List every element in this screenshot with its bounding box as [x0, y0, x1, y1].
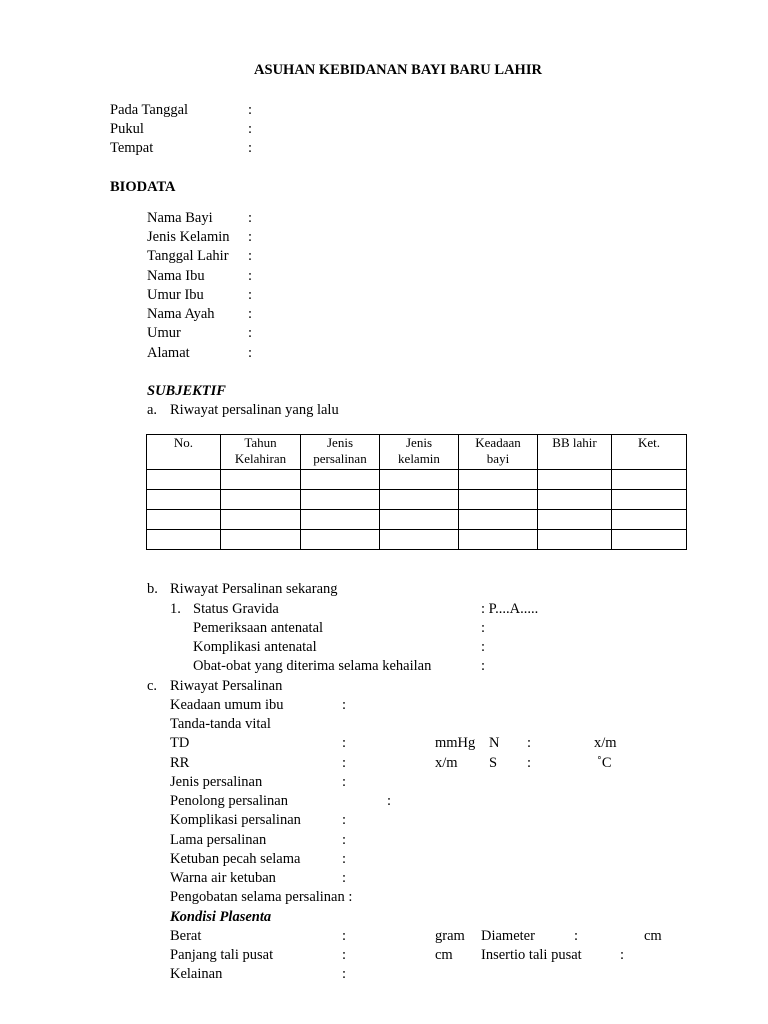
table-cell	[301, 490, 380, 510]
kelainan-label: Kelainan	[170, 966, 223, 982]
penolong-persalinan-label: Penolong persalinan	[170, 793, 288, 809]
table-cell	[147, 490, 221, 510]
colon: :	[481, 620, 486, 636]
warna-air-ketuban-label: Warna air ketuban	[170, 870, 276, 886]
colon: :	[481, 639, 486, 655]
table-header-bb-lahir: BB lahir	[538, 435, 612, 470]
biodata-alamat: Alamat	[147, 345, 190, 361]
colon: :	[248, 121, 253, 137]
insertio-tali-pusat-label: Insertio tali pusat	[481, 947, 582, 963]
jenis-persalinan-label: Jenis persalinan	[170, 774, 263, 790]
table-header-jenis-kelamin: Jenis kelamin	[380, 435, 459, 470]
table-cell	[459, 490, 538, 510]
colon: :	[248, 306, 253, 322]
colon: :	[248, 210, 253, 226]
s-label: S	[489, 755, 498, 771]
colon: :	[342, 966, 347, 982]
pengobatan-label: Pengobatan selama persalinan :	[170, 889, 353, 905]
colon: :	[342, 870, 347, 886]
panjang-tali-pusat-label: Panjang tali pusat	[170, 947, 274, 963]
section-c-label: Riwayat Persalinan	[170, 678, 283, 694]
colon: :	[387, 793, 392, 809]
ketuban-pecah-label: Ketuban pecah selama	[170, 851, 301, 867]
biodata-nama-bayi: Nama Bayi	[147, 210, 213, 226]
colon: :	[342, 755, 347, 771]
colon: :	[574, 928, 579, 944]
table-cell	[147, 530, 221, 550]
colon: :	[620, 947, 625, 963]
kondisi-plasenta-heading: Kondisi Plasenta	[170, 909, 272, 925]
document-title: ASUHAN KEBIDANAN BAYI BARU LAHIR	[254, 62, 542, 78]
colon: :	[248, 268, 253, 284]
list-marker-c: c.	[147, 678, 158, 694]
table-cell	[612, 470, 687, 490]
section-b-label: Riwayat Persalinan sekarang	[170, 581, 338, 597]
td-label: TD	[170, 735, 190, 751]
biodata-umur-ibu: Umur Ibu	[147, 287, 204, 303]
table-cell	[459, 470, 538, 490]
list-number-1: 1.	[170, 601, 181, 617]
table-header-tahun-kelahiran: Tahun Kelahiran	[221, 435, 301, 470]
b-item-status-gravida-value: : P....A.....	[481, 601, 539, 617]
table-cell	[459, 530, 538, 550]
table-cell	[301, 510, 380, 530]
n-unit: x/m	[594, 735, 617, 751]
table-cell	[538, 470, 612, 490]
table-cell	[221, 490, 301, 510]
biodata-nama-ayah: Nama Ayah	[147, 306, 215, 322]
riwayat-persalinan-table	[146, 434, 687, 550]
berat-label: Berat	[170, 928, 202, 944]
b-item-pemeriksaan: Pemeriksaan antenatal	[193, 620, 324, 636]
table-cell	[301, 530, 380, 550]
table-cell	[538, 510, 612, 530]
colon: :	[248, 287, 253, 303]
n-label: N	[489, 735, 500, 751]
biodata-heading: BIODATA	[110, 179, 176, 195]
table-cell	[147, 470, 221, 490]
tanda-vital-label: Tanda-tanda vital	[170, 716, 271, 732]
colon: :	[481, 658, 486, 674]
komplikasi-persalinan-label: Komplikasi persalinan	[170, 812, 301, 828]
table-header-jenis-persalinan: Jenis persalinan	[301, 435, 380, 470]
table-cell	[147, 510, 221, 530]
table-cell	[538, 490, 612, 510]
table-cell	[380, 530, 459, 550]
table-cell	[380, 510, 459, 530]
colon: :	[342, 832, 347, 848]
keadaan-umum-label: Keadaan umum ibu	[170, 697, 284, 713]
table-cell	[221, 470, 301, 490]
table-cell	[459, 510, 538, 530]
b-item-komplikasi: Komplikasi antenatal	[193, 639, 317, 655]
colon: :	[248, 140, 253, 156]
td-unit: mmHg	[435, 735, 476, 751]
biodata-jenis-kelamin: Jenis Kelamin	[147, 229, 230, 245]
table-header-keadaan-bayi: Keadaan bayi	[459, 435, 538, 470]
table-cell	[612, 510, 687, 530]
table-cell	[380, 470, 459, 490]
b-item-obat: Obat-obat yang diterima selama kehailan	[193, 658, 432, 674]
colon: :	[342, 928, 347, 944]
colon: :	[342, 735, 347, 751]
field-label-tempat: Tempat	[110, 140, 154, 156]
colon: :	[527, 735, 532, 751]
biodata-umur: Umur	[147, 325, 181, 341]
colon: :	[248, 229, 253, 245]
table-cell	[380, 490, 459, 510]
diameter-label: Diameter	[481, 928, 535, 944]
lama-persalinan-label: Lama persalinan	[170, 832, 267, 848]
colon: :	[342, 947, 347, 963]
colon: :	[342, 851, 347, 867]
colon: :	[248, 102, 253, 118]
section-a-label: Riwayat persalinan yang lalu	[170, 402, 339, 418]
table-header-ket: Ket.	[612, 435, 687, 470]
table-row	[147, 530, 687, 550]
colon: :	[527, 755, 532, 771]
colon: :	[248, 345, 253, 361]
table-row	[147, 470, 687, 490]
table-row	[147, 510, 687, 530]
s-unit: ˚C	[597, 755, 612, 771]
table-cell	[301, 470, 380, 490]
table-cell	[221, 530, 301, 550]
colon: :	[342, 812, 347, 828]
field-label-pada-tanggal: Pada Tanggal	[110, 102, 189, 118]
rr-unit: x/m	[435, 755, 458, 771]
list-marker-a: a.	[147, 402, 158, 418]
colon: :	[248, 248, 253, 264]
diameter-unit: cm	[644, 928, 662, 944]
rr-label: RR	[170, 755, 190, 771]
panjang-unit: cm	[435, 947, 453, 963]
colon: :	[342, 774, 347, 790]
table-cell	[538, 530, 612, 550]
table-cell	[612, 530, 687, 550]
subjektif-heading: SUBJEKTIF	[147, 383, 226, 399]
biodata-nama-ibu: Nama Ibu	[147, 268, 205, 284]
table-cell	[612, 490, 687, 510]
table-header-row	[147, 435, 687, 470]
colon: :	[248, 325, 253, 341]
berat-unit: gram	[435, 928, 465, 944]
list-marker-b: b.	[147, 581, 158, 597]
biodata-tanggal-lahir: Tanggal Lahir	[147, 248, 229, 264]
table-cell	[221, 510, 301, 530]
colon: :	[342, 697, 347, 713]
field-label-pukul: Pukul	[110, 121, 144, 137]
b-item-status-gravida: Status Gravida	[193, 601, 279, 617]
table-header-no: No.	[147, 435, 221, 470]
table-row	[147, 490, 687, 510]
